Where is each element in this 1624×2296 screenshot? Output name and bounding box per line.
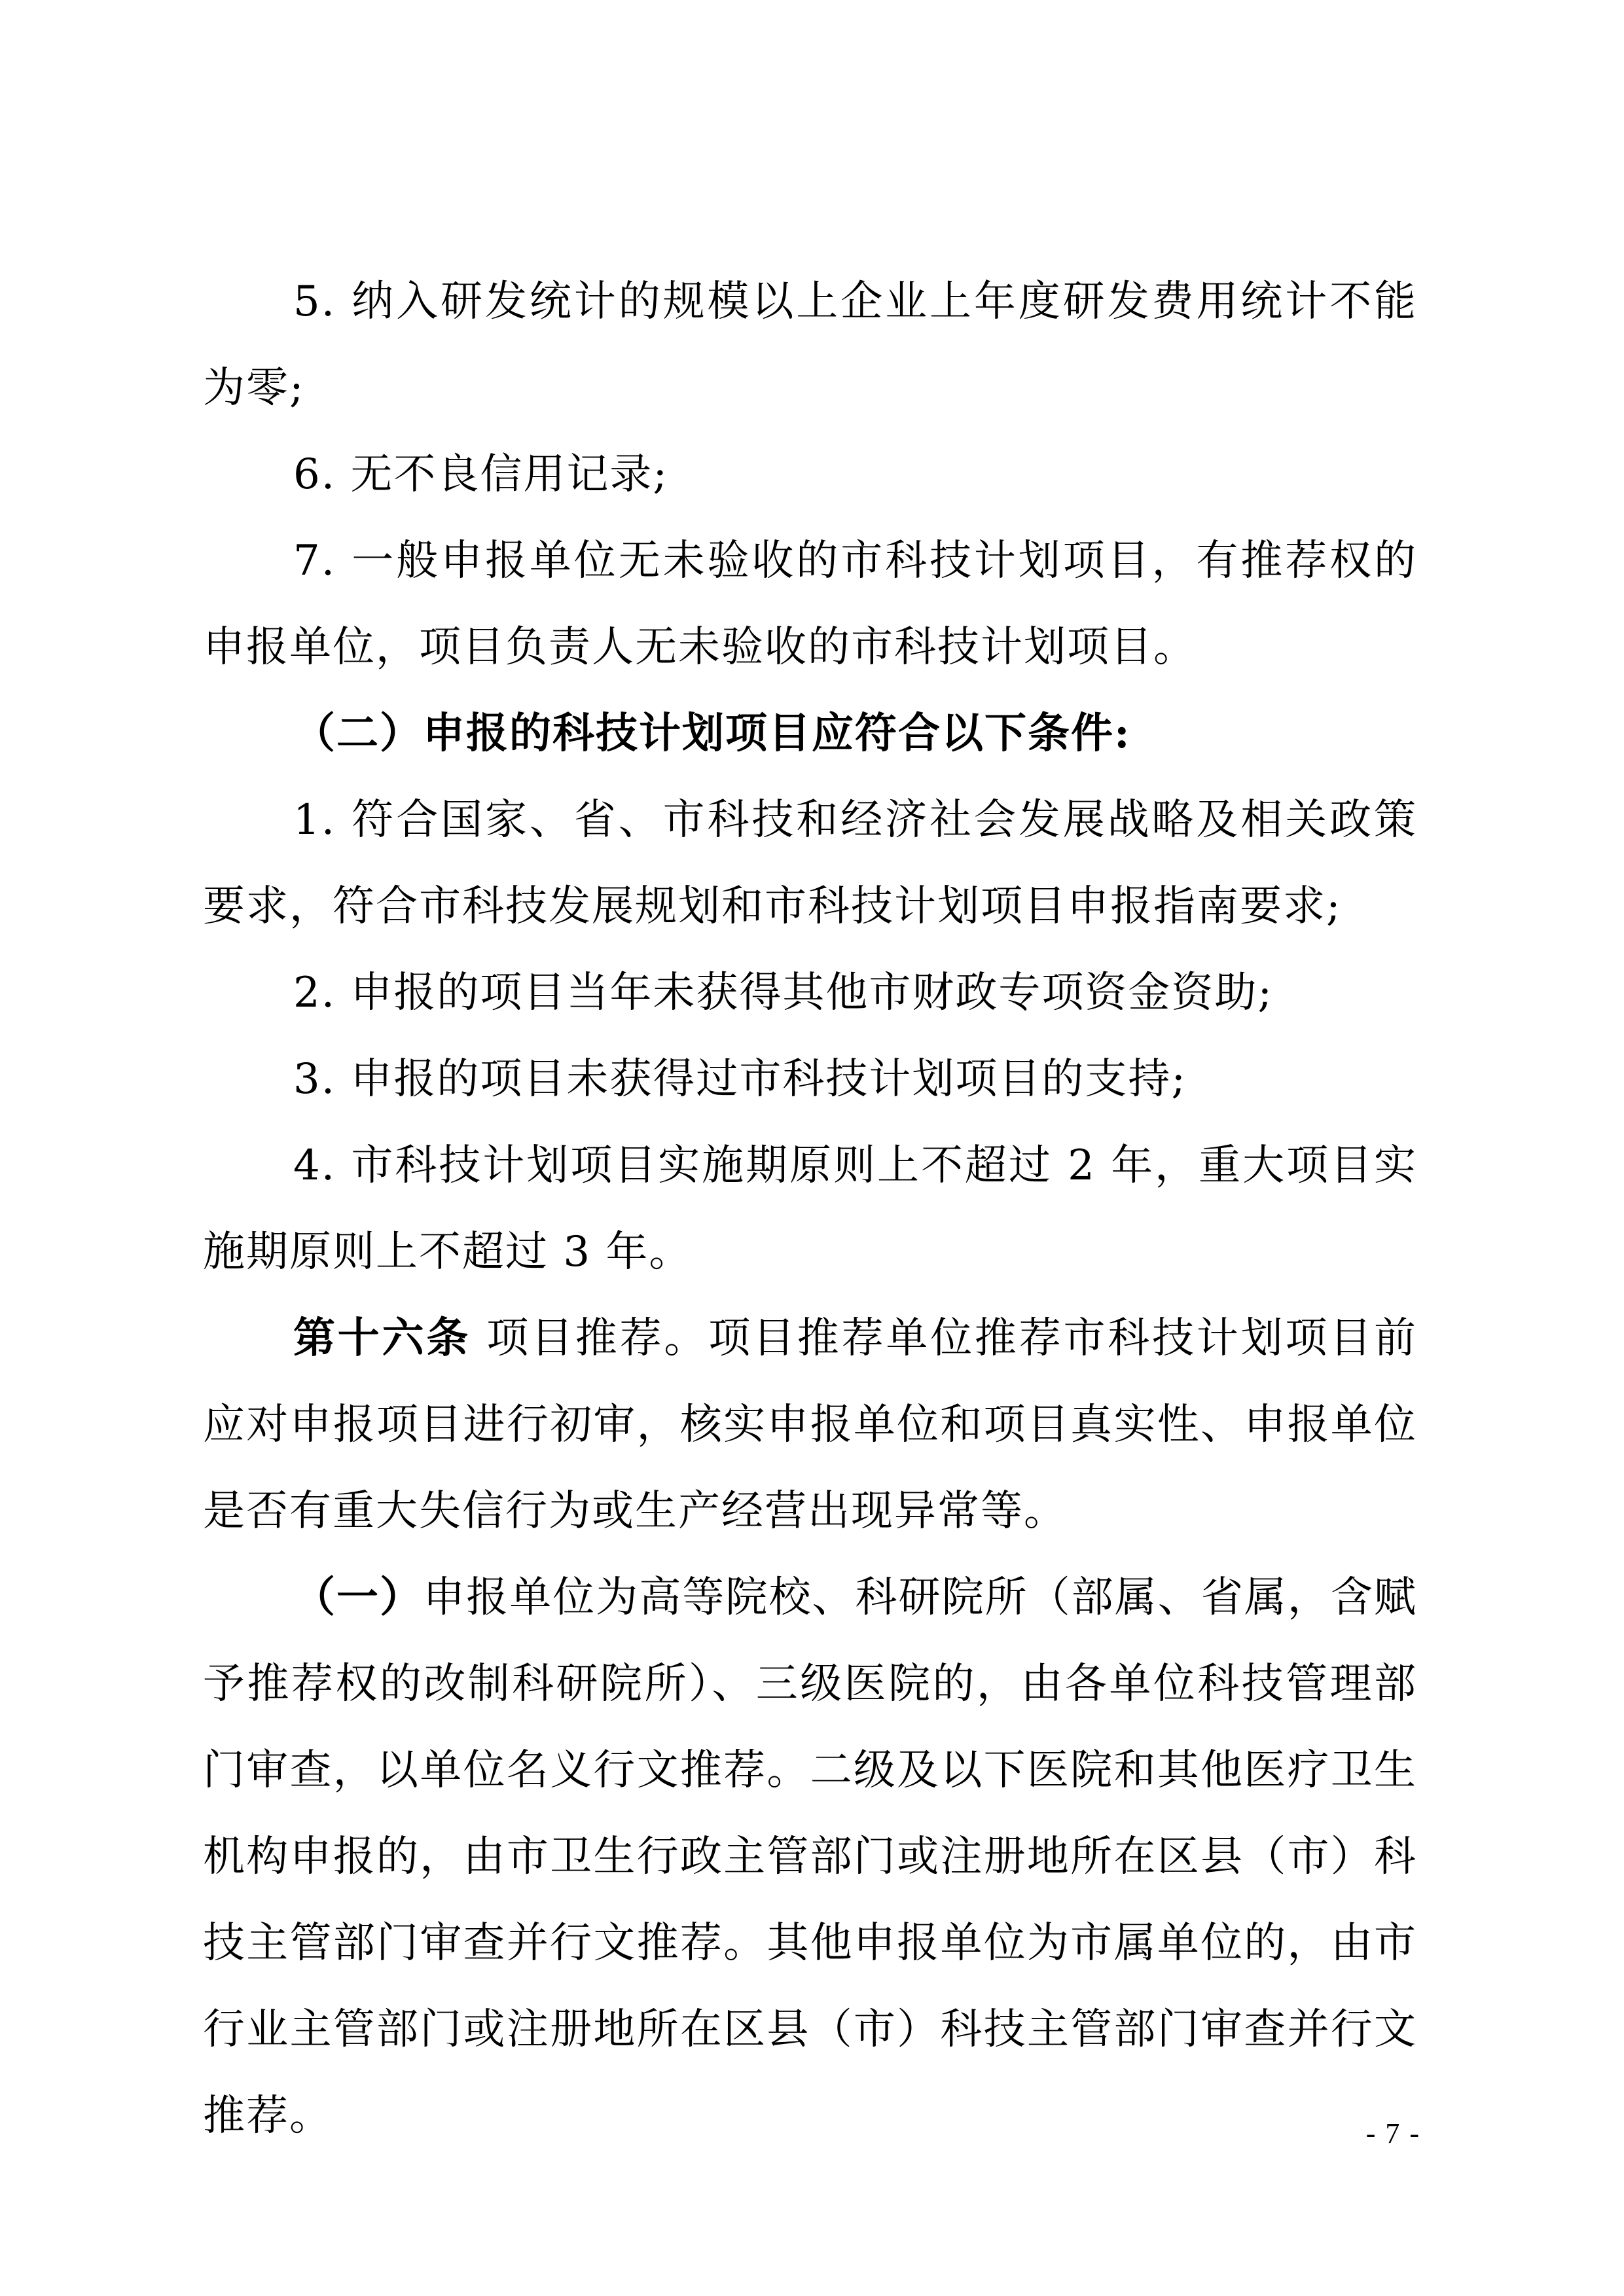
paragraph-text: 3. 申报的项目未获得过市科技计划项目的支持; xyxy=(293,1055,1187,1103)
article-16-item-1 xyxy=(203,1554,1417,2159)
paragraph-text: 5. 纳入研发统计的规模以上企业上年度研发费用统计不能为零; xyxy=(203,278,1417,412)
article-16 xyxy=(203,1295,1417,1554)
article-text: 项目推荐。项目推荐单位推荐市科技计划项目前应对申报项目进行初审，核实申报单位和项目真实性、申报单位是否有重大失信行为或生产经营出现异常等。 xyxy=(203,1314,1418,1535)
article-heading: 第十六条 xyxy=(293,1314,471,1363)
paragraph-condition-4 xyxy=(203,1122,1417,1295)
paragraph-condition-1 xyxy=(203,777,1417,950)
document-body xyxy=(203,259,1417,2159)
paragraph-item-6 xyxy=(203,431,1417,518)
page-number: - 7 - xyxy=(1365,2117,1420,2149)
section-heading-text: （二）申报的科技计划项目应符合以下条件: xyxy=(293,709,1131,758)
paragraph-text: 2. 申报的项目当年未获得其他市财政专项资金资助; xyxy=(293,969,1273,1017)
item-text: 申报单位为高等院校、科研院所（部属、省属，含赋予推荐权的改制科研院所）、三级医院的，由各单位科技管理部门审查，以单位名义行文推荐。二级及以下医院和其他医疗卫生机构申报的，由市卫生行政主管部门或注册地所在区县（市）科技主管部门审查并行文推荐。其他申报单位为市属单位的，由市行业主管部门或注册地所在区县（市）科技主管部门审查并行文推荐。 xyxy=(203,1573,1418,2140)
section-heading-project-conditions xyxy=(203,691,1417,777)
paragraph-item-7 xyxy=(203,518,1417,691)
paragraph-condition-3 xyxy=(203,1036,1417,1122)
paragraph-text: 7. 一般申报单位无未验收的市科技计划项目，有推荐权的申报单位，项目负责人无未验收的市科技计划项目。 xyxy=(203,537,1417,672)
paragraph-text: 1. 符合国家、省、市科技和经济社会发展战略及相关政策要求，符合市科技发展规划和市科技计划项目申报指南要求; xyxy=(203,796,1417,931)
paragraph-text: 6. 无不良信用记录; xyxy=(293,450,668,499)
paragraph-text: 4. 市科技计划项目实施期原则上不超过 2 年，重大项目实施期原则上不超过 3 年。 xyxy=(203,1141,1417,1276)
paragraph-item-5 xyxy=(203,259,1417,431)
paragraph-condition-2 xyxy=(203,950,1417,1036)
item-heading: （一） xyxy=(293,1573,424,1622)
